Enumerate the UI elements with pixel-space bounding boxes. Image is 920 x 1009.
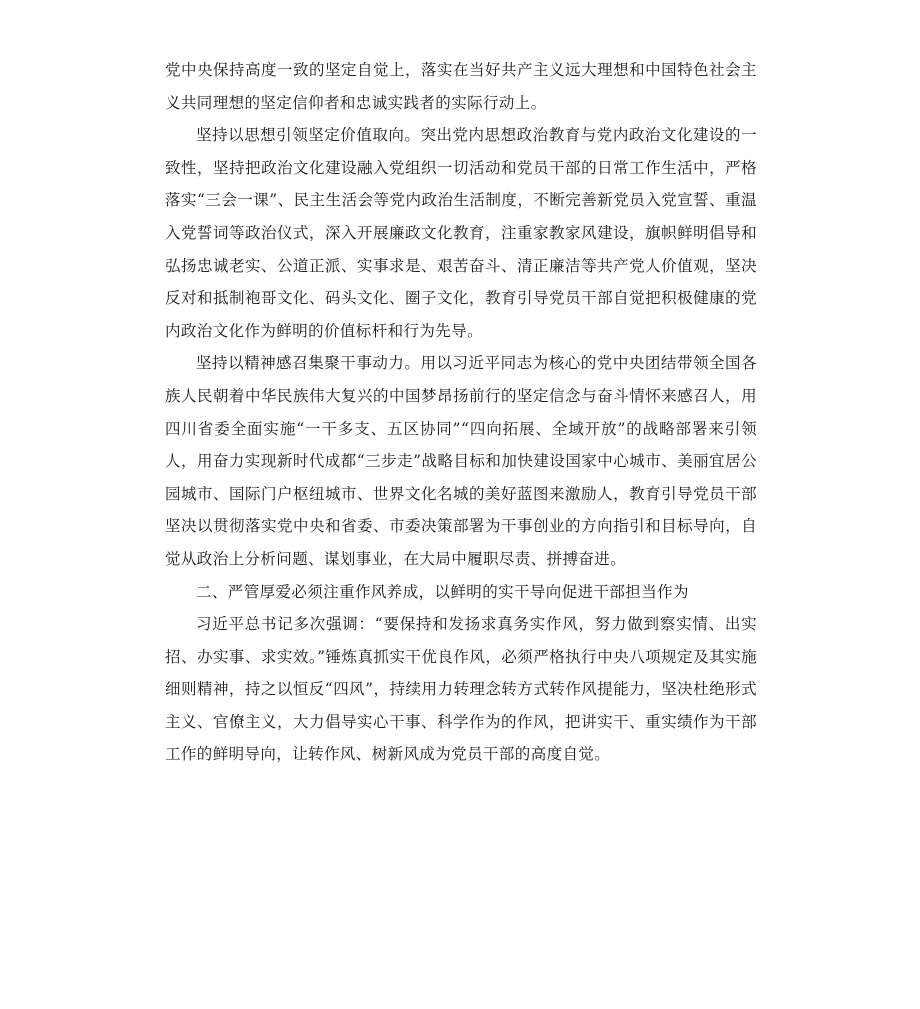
document-page [165,54,757,771]
paragraph-work-style: 习近平总书记多次强调：“要保持和发扬求真务实作风，努力做到察实情、出实招、办实事、求实效。”锤炼真抓实干优良作风，必须严格执行中央八项规定及其实施细则精神，持之以恒反“四风”，持续用力转理念转方式转作风提能力，坚决杜绝形式主义、官僚主义，大力倡导实心干事、科学作为的作风，把讲实干、重实绩作为干部工作的鲜明导向，让转作风、树新风成为党员干部的高度自觉。 [165,615,757,764]
paragraph-ideological-guidance: 坚持以思想引领坚定价值取向。突出党内思想政治教育与党内政治文化建设的一致性，坚持把政治文化建设融入党组织一切活动和党员干部的日常工作生活中，严格落实“三会一课”、民主生活会等党内政治生活制度，不断完善新党员入党宣誓、重温入党誓词等政治仪式，深入开展廉政文化教育，注重家教家风建设，旗帜鲜明倡导和弘扬忠诚老实、公道正派、实事求是、艰苦奋斗、清正廉洁等共产党人价值观，坚决反对和抵制袍哥文化、码头文化、圈子文化，教育引导党员干部自觉把积极健康的党内政治文化作为鲜明的价值标杆和行为先导。 [165,126,757,340]
section-heading-two: 二、严管厚爱必须注重作风养成，以鲜明的实干导向促进干部担当作为 [196,582,689,601]
paragraph-spiritual-motivation: 坚持以精神感召集聚干事动力。用以习近平同志为核心的党中央团结带领全国各族人民朝着中华民族伟大复兴的中国梦昂扬前行的坚定信念与奋斗情怀来感召人，用四川省委全面实施“一干多支、五区协同”“四向拓展、全域开放”的战略部署来引领人，用奋力实现新时代成都“三步走”战略目标和加快建设国家中心城市、美丽宜居公园城市、国际门户枢纽城市、世界文化名城的美好蓝图来激励人，教育引导党员干部坚决以贯彻落实党中央和省委、市委决策部署为干事创业的方向指引和目标导向，自觉从政治上分析问题、谋划事业，在大局中履职尽责、拼搏奋进。 [165,354,757,568]
paragraph-continuation: 党中央保持高度一致的坚定自觉上，落实在当好共产主义远大理想和中国特色社会主义共同理想的坚定信仰者和忠诚实践者的实际行动上。 [165,61,757,112]
